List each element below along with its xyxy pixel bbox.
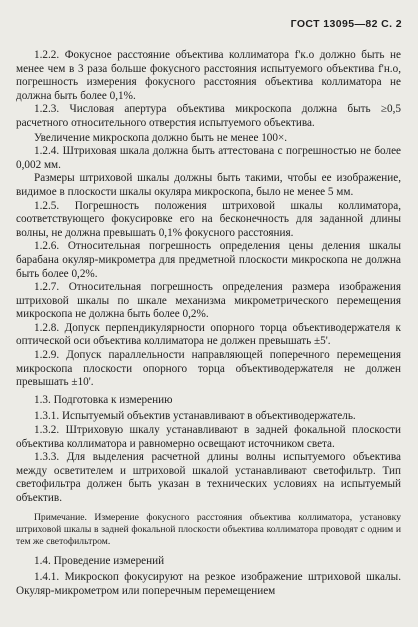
paragraph-1-3-3: 1.3.3. Для выделения расчетной длины волны испытуемого объектива между осветителем и штриховой шкалой устанавливают светофильтр. Тип светофильтра должен быть указан в технических условиях на испытуемый объектив. — [16, 451, 401, 504]
paragraph-1-2-6: 1.2.6. Относительная погрешность определения цены деления шкалы барабана окуляр-микрометра для предметной плоскости микроскопа не должна быть более 0,2%. — [16, 240, 401, 280]
paragraph-1-2-2: 1.2.2. Фокусное расстояние объектива коллиматора f'к.о должно быть не менее чем в 3 раза больше фокусного расстояния испытуемого объектива f'н.о, погрешность измерения фокусного расстояния объектива коллиматора не должна быть более 0,1%. — [16, 49, 401, 102]
paragraph-1-2-3: 1.2.3. Числовая апертура объектива микроскопа должна быть ≥0,5 расчетного относительного отверстия испытуемого объектива. — [16, 103, 401, 129]
note: Примечание. Измерение фокусного расстояния объектива коллиматора, установку штриховой шкалы в задней фокальной плоскости объектива коллиматора проводят с одним и тем же светофильтром. — [16, 511, 401, 547]
paragraph-1-3-2: 1.3.2. Штриховую шкалу устанавливают в задней фокальной плоскости объектива коллиматора и равномерно освещают источником света. — [16, 424, 401, 450]
section-heading-1-3: 1.3. Подготовка к измерению — [34, 393, 173, 406]
paragraph-magnification: Увеличение микроскопа должно быть не менее 100×. — [34, 131, 288, 144]
paragraph-1-2-9: 1.2.9. Допуск параллельности направляющей поперечного перемещения микроскопа плоскости опорного торца объективодержателя не должен превышать ±10'. — [16, 349, 401, 389]
paragraph-1-4-1: 1.4.1. Микроскоп фокусируют на резкое изображение штриховой шкалы. Окуляр-микрометром или поперечным перемещением — [16, 571, 401, 597]
document-body — [16, 49, 401, 598]
page-header: ГОСТ 13095—82 С. 2 — [290, 18, 402, 30]
paragraph-1-3-1: 1.3.1. Испытуемый объектив устанавливают в объективодержатель. — [34, 410, 356, 423]
paragraph-1-2-5: 1.2.5. Погрешность положения штриховой шкалы коллиматора, соответствующего фокусировке его на бесконечность для заданной длины волны, не должна превышать 0,1% фокусного расстояния. — [16, 199, 401, 239]
paragraph-1-2-8: 1.2.8. Допуск перпендикулярности опорного торца объективодержателя к оптической оси объектива коллиматора не должен превышать ±5'. — [16, 321, 401, 348]
paragraph-scale-size: Размеры штриховой шкалы должны быть такими, чтобы ее изображение, видимое в плоскости шкалы окуляра микроскопа, было не менее 5 мм. — [16, 172, 401, 198]
paragraph-1-2-4: 1.2.4. Штриховая шкала должна быть аттестована с погрешностью не более 0,002 мм. — [16, 145, 401, 171]
section-heading-1-4: 1.4. Проведение измерений — [34, 554, 165, 567]
paragraph-1-2-7: 1.2.7. Относительная погрешность определения размера изображения штриховой шкалы по шкале механизма микрометрического перемещения микроскопа не должна быть более 0,2%. — [16, 281, 401, 321]
